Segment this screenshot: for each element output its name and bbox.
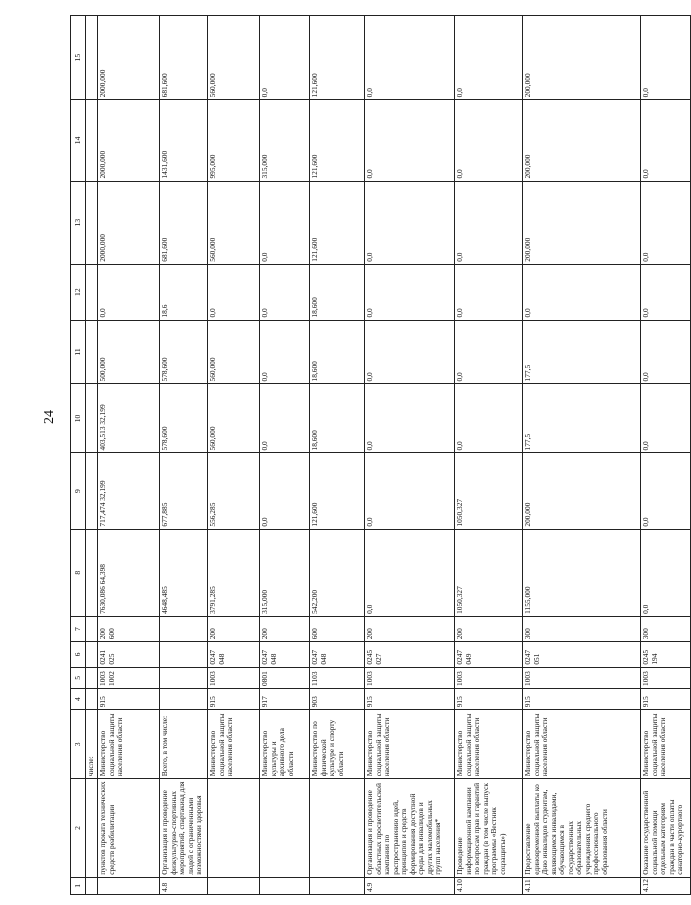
table-cell: 300 [641,616,691,641]
table-cell: 560,000 [208,16,260,100]
table-cell: 200,000 [523,181,641,264]
table-cell: 0247 049 [455,642,523,667]
table-cell: 0801 [260,667,310,688]
table-cell: 2000,000 [98,16,160,100]
table-cell: 0,0 [641,453,691,529]
table-cell: 915 [365,688,455,709]
table-cell: 18,600 [310,320,365,384]
table-cell: 0,0 [208,264,260,320]
table-cell: 0,0 [455,384,523,453]
table-row [641,16,691,895]
table-cell: 0,0 [260,181,310,264]
table-cell: 4.10 [455,877,523,894]
table-cell: 0,0 [455,16,523,100]
table-cell: 200 [365,616,455,641]
table-cell [86,264,98,320]
table-cell: 0,0 [365,320,455,384]
table-cell [86,384,98,453]
table-cell: 915 [455,688,523,709]
table-cell [310,779,365,877]
table-cell [86,642,98,667]
table-cell [260,779,310,877]
table-cell [208,877,260,894]
table-cell: 121,600 [310,16,365,100]
table-cell: 1155,000 [523,529,641,616]
table-cell: 4.12 [641,877,691,894]
table-cell: 0,0 [260,320,310,384]
column-header: 5 [71,667,86,688]
table-cell: 121,600 [310,453,365,529]
table-cell: 200 [260,616,310,641]
table-cell: 0247 048 [310,642,365,667]
table-cell: 2000,000 [98,181,160,264]
table-cell [160,616,208,641]
table-cell: числе: [86,710,98,779]
table-cell: 1050,327 [455,529,523,616]
table-cell: 915 [641,688,691,709]
table-cell: 0,0 [641,384,691,453]
table-cell: Министерство социальной защиты населения области [365,710,455,779]
table-cell: 121,600 [310,181,365,264]
table-body [86,16,691,895]
table-cell: 917 [260,688,310,709]
table-cell: 4.8 [160,877,208,894]
table-cell: 200,000 [523,453,641,529]
table-cell [310,877,365,894]
table-cell: 2000,000 [98,100,160,181]
column-header: 14 [71,100,86,181]
table-cell: 4648,485 [160,529,208,616]
table-cell: 0247 048 [208,642,260,667]
table-cell: 177,5 [523,320,641,384]
table-cell [86,100,98,181]
table-cell: 7630,086 64,398 [98,529,160,616]
rotated-page [70,15,685,895]
table-cell: 0247 048 [260,642,310,667]
column-header: 4 [71,688,86,709]
table-cell: 0,0 [455,100,523,181]
table-cell: 717,474 32,199 [98,453,160,529]
table-cell: 0,0 [455,264,523,320]
table-cell: Министерство социальной защиты населения области [455,710,523,779]
table-cell [160,667,208,688]
table-cell: 0,0 [260,16,310,100]
table-cell: 0,0 [641,320,691,384]
table-cell: 18,600 [310,384,365,453]
table-cell: 600 [310,616,365,641]
table-cell: 1003 [641,667,691,688]
table-cell: 0,0 [455,181,523,264]
table-cell: Оказание государственной социальной помощи отдельным категориям граждан в части оплаты санаторно-курортного [641,779,691,877]
table-cell [86,529,98,616]
table-cell: 1431,600 [160,100,208,181]
table-cell: 200 [208,616,260,641]
column-header: 15 [71,16,86,100]
table-cell: пунктов проката технических средств реабилитации [98,779,160,877]
table-cell: 681,600 [160,181,208,264]
table-cell [86,667,98,688]
table-cell: 0,0 [365,384,455,453]
table-cell: 560,000 [208,384,260,453]
table-cell: 0,0 [365,453,455,529]
column-header: 6 [71,642,86,667]
column-header: 11 [71,320,86,384]
page-number: 24 [42,410,57,424]
table-cell: 0245 027 [365,642,455,667]
table-row [86,16,98,895]
table-cell: 1003 [523,667,641,688]
table-row [208,16,260,895]
table-cell: Проведение информационной кампании по вопросам прав и гарантий граждан (в том числе выпуск программы «Вестник соцзащиты») [455,779,523,877]
table-cell: 556,285 [208,453,260,529]
table-cell: 560,000 [208,181,260,264]
column-header: 9 [71,453,86,529]
table-cell [160,688,208,709]
table-cell: 560,000 [208,320,260,384]
table-cell: 0241 025 [98,642,160,667]
table-cell [86,181,98,264]
table-cell: 578,600 [160,320,208,384]
table-cell: 0,0 [641,181,691,264]
table-row [365,16,455,895]
budget-table [70,15,691,895]
table-cell [86,688,98,709]
column-header: 1 [71,877,86,894]
table-cell: 0,0 [365,100,455,181]
table-cell: 500,000 [98,320,160,384]
table-cell: Министерство по физической культуре и спорту области [310,710,365,779]
table-row [160,16,208,895]
column-header: 12 [71,264,86,320]
table-cell: 177,5 [523,384,641,453]
table-cell [86,16,98,100]
table-cell: 1003 1002 [98,667,160,688]
table-cell [98,877,160,894]
table-cell: 0245 194 [641,642,691,667]
table-cell: 1050,327 [455,453,523,529]
table-cell: 0,0 [641,529,691,616]
table-cell: Предоставление единовременной выплаты ко Дню инвалидов студентам, являющимся инвалидами, обучающимся в государственных образовательных учреждениях среднего профессионального образования области [523,779,641,877]
table-cell: 3791,285 [208,529,260,616]
table-cell: 542,200 [310,529,365,616]
table-cell: 1103 [310,667,365,688]
table-row [455,16,523,895]
table-cell: 681,600 [160,16,208,100]
table-cell: Министерство социальной защиты населения области [641,710,691,779]
table-cell: 0,0 [365,16,455,100]
column-header: 13 [71,181,86,264]
table-cell: 1003 [455,667,523,688]
table-cell: 0,0 [365,529,455,616]
table-cell: 0,0 [455,320,523,384]
table-cell: 315,000 [260,529,310,616]
table-cell: Министерство культуры и архивного дела области [260,710,310,779]
table-cell: 0,0 [260,264,310,320]
column-header: 3 [71,710,86,779]
table-cell [86,616,98,641]
table-cell: 0,0 [365,264,455,320]
table-cell [86,320,98,384]
column-header: 2 [71,779,86,877]
header-row [71,16,86,895]
table-cell: 0,0 [98,264,160,320]
table-cell: Организация и проведение физкультурно-спортивных мероприятий, спартакиад для людей с ограниченными возможностями здоровья [160,779,208,877]
table-cell: Министерство социальной защиты населения области [98,710,160,779]
table-row [98,16,160,895]
table-cell: Министерство социальной защиты населения области [523,710,641,779]
table-cell [208,779,260,877]
table-cell: 903 [310,688,365,709]
table-cell [160,642,208,667]
table-cell: 18,6 [160,264,208,320]
table-cell: 915 [208,688,260,709]
table-cell: 1003 [208,667,260,688]
table-cell: 0247 051 [523,642,641,667]
table-cell: 4.11 [523,877,641,894]
table-cell: Всего, в том числе: [160,710,208,779]
table-row [523,16,641,895]
table-cell: 403,513 32,199 [98,384,160,453]
table-cell: 315,000 [260,100,310,181]
table-cell: 200 600 [98,616,160,641]
table-cell: 578,600 [160,384,208,453]
table-cell: 0,0 [260,384,310,453]
table-cell: Министерство социальной защиты населения области [208,710,260,779]
table-cell: 0,0 [641,16,691,100]
table-cell: 4.9 [365,877,455,894]
table-cell: 200,000 [523,100,641,181]
table-cell: 0,0 [641,264,691,320]
table-cell: 0,0 [523,264,641,320]
table-cell: 200,000 [523,16,641,100]
column-header: 8 [71,529,86,616]
table-cell: 0,0 [641,100,691,181]
table-cell [86,877,98,894]
table-cell [260,877,310,894]
table-cell: 1003 [365,667,455,688]
table-cell: 18,600 [310,264,365,320]
table-cell [86,453,98,529]
table-cell: 915 [523,688,641,709]
table-cell: 121,600 [310,100,365,181]
table-cell: 200 [455,616,523,641]
table-cell: 0,0 [260,453,310,529]
table-row [260,16,310,895]
table-cell: 300 [523,616,641,641]
column-header: 7 [71,616,86,641]
table-cell: 995,000 [208,100,260,181]
table-row [310,16,365,895]
column-header: 10 [71,384,86,453]
table-cell: 915 [98,688,160,709]
table-cell [86,779,98,877]
table-cell: Организация и проведение областных просветительской кампании по распространению идей, принципов и средств формирования доступной среды для инвалидов и других маломобильных групп населения* [365,779,455,877]
table-cell: 677,885 [160,453,208,529]
table-cell: 0,0 [365,181,455,264]
